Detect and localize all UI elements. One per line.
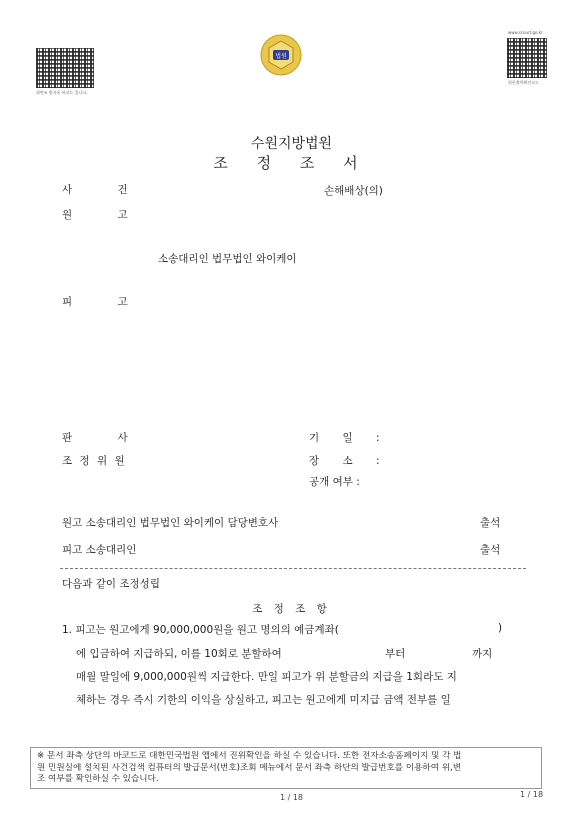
clause1-line2-to: 까지 xyxy=(472,648,493,660)
attendance-status: 출석 xyxy=(480,517,501,529)
clause1-line2: 에 입금하여 지급하되, 이를 10회로 분할하여 xyxy=(76,648,282,660)
court-seal-icon xyxy=(260,34,302,76)
clause1-line1-end: ) xyxy=(498,622,503,634)
attendance-party: 피고 소송대리인 xyxy=(62,544,137,556)
case-label: 사 건 xyxy=(62,184,134,196)
intro-text: 다음과 같이 조정성립 xyxy=(62,578,160,590)
page-number-right: 1 / 18 xyxy=(520,790,544,799)
notice-line: 원 민원실에 설치된 사건검색 컴퓨터의 발급문서(번호)조회 메뉴에서 문서 좌측 하단의 발급번호를 이용하여 위,변 xyxy=(37,762,462,773)
notice-line: ※ 문서 좌측 상단의 바코드로 대한민국법원 앱에서 진위확인을 하실 수 있습니다. 또한 전자소송홈페이지 및 각 법 xyxy=(37,751,462,761)
judge-label: 판 사 xyxy=(62,432,134,444)
attendance-status: 출석 xyxy=(480,544,501,556)
section-title: 조 정 조 항 xyxy=(252,603,331,615)
qr-code-image xyxy=(507,38,547,78)
qr-caption: 원본출력확인코드 xyxy=(508,80,539,85)
mediator-label: 조 정 위 원 xyxy=(62,455,127,467)
plaintiff-label: 원 고 xyxy=(62,209,134,221)
date-label: 기 일 : xyxy=(309,432,380,444)
divider xyxy=(60,568,526,569)
seal-text: 법원 xyxy=(275,53,287,60)
clause1-line3: 매월 말일에 9,000,000원씩 지급한다. 만일 피고가 위 분할금의 지급을 1회라도 지 xyxy=(76,671,457,683)
clause1-line1: 1. 피고는 원고에게 90,000,000원을 원고 명의의 예금계좌( xyxy=(62,624,339,636)
clause1-line4: 체하는 경우 즉시 기한의 이익을 상실하고, 피고는 원고에게 미지급 금액 전부를 일 xyxy=(76,694,451,706)
case-value: 손해배상(의) xyxy=(324,185,383,197)
court-name: 수원지방법원 xyxy=(250,136,333,152)
document-title: 조 정 조 서 xyxy=(213,154,370,172)
place-label: 장 소 : xyxy=(309,455,380,467)
notice-box xyxy=(30,747,542,789)
attendance-party: 원고 소송대리인 법무법인 와이케이 담당변호사 xyxy=(62,517,279,529)
plaintiff-agent: 소송대리인 법무법인 와이케이 xyxy=(158,253,297,265)
clause1-line2-from: 부터 xyxy=(385,648,406,660)
public-label: 공개 여부 : xyxy=(309,476,360,488)
barcode-image xyxy=(36,48,94,88)
page-number: 1 / 18 xyxy=(279,793,304,802)
barcode-caption: 위변조 방지용 바코드 입니다. xyxy=(36,90,88,95)
defendant-label: 피 고 xyxy=(62,296,134,308)
court-url: www.scourt.go.kr xyxy=(508,30,543,35)
notice-line: 조 여부를 확인하실 수 있습니다. xyxy=(37,774,159,784)
